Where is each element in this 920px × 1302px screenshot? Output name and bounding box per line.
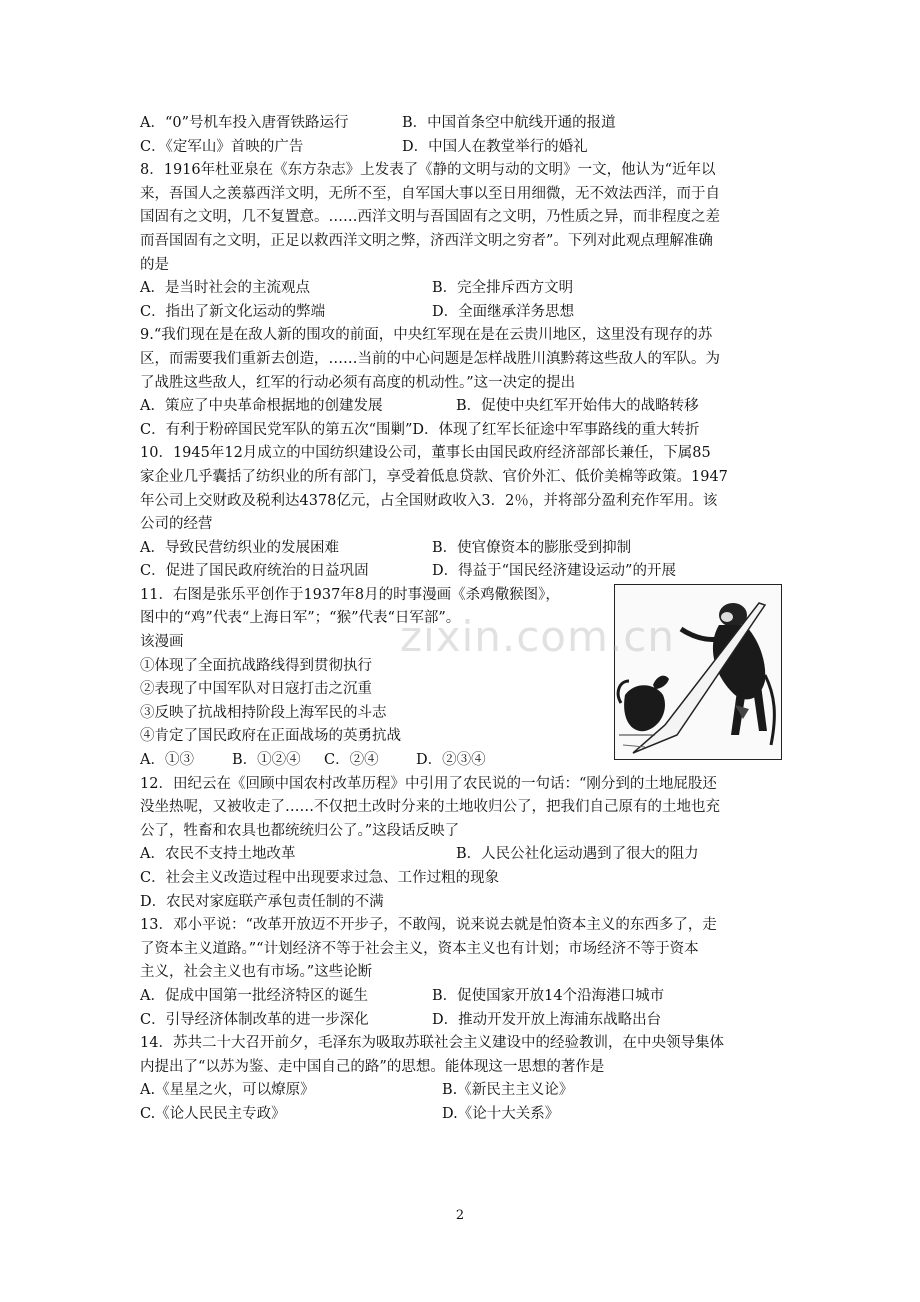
- q9-option-d: D．体现了红军长征途中军事路线的重大转折: [412, 421, 700, 438]
- q9-option-b: B．促使中央红军开始伟大的战略转移: [456, 398, 699, 415]
- q13-stem-line: 了资本主义道路。”“计划经济不等于社会主义，资本主义也有计划；市场经济不等于资本: [140, 940, 699, 957]
- q12-stem-line: 公了，牲畜和农具也都统统归公了。”这段话反映了: [140, 822, 460, 839]
- q14-stem-line: 内提出了“以苏为鉴、走中国自己的路”的思想。能体现这一思想的著作是: [140, 1058, 605, 1075]
- question-9: [140, 324, 780, 442]
- q8-stem-line: 8．1916年杜亚泉在《东方杂志》上发表了《静的文明与动的文明》一文，他认为“近年以: [140, 162, 716, 179]
- q9-stem-line: 9.“我们现在是在敌人新的围攻的前面，中央红军现在是在云贵川地区，这里没有现存的苏: [140, 327, 713, 344]
- q8-options-row-1: [140, 277, 780, 301]
- q10-stem-line: 家企业几乎囊括了纺织业的所有部门，享受着低息贷款、官价外汇、低价美棉等政策。1947: [140, 468, 728, 485]
- q13-option-c: C．引导经济体制改革的进一步深化: [140, 1011, 369, 1028]
- q13-option-b: B．促使国家开放14个沿海港口城市: [432, 987, 665, 1004]
- q12-stem-line: 12．田纪云在《回顾中国农村改革历程》中引用了农民说的一句话：“刚分到的土地屁股还: [140, 775, 717, 792]
- q12-options-row-1: [140, 843, 780, 867]
- q11-stem-line: 11．右图是张乐平创作于1937年8月的时事漫画《杀鸡儆猴图》，: [140, 586, 560, 603]
- question-12: [140, 773, 780, 915]
- cartoon-drawing: [615, 585, 781, 759]
- q13-option-a: A．促成中国第一批经济特区的诞生: [140, 987, 368, 1004]
- q7-options-row-2: [140, 136, 780, 160]
- q11-statement: ②表现了中国军队对日寇打击之沉重: [140, 681, 372, 698]
- q8-option-d: D．全面继承洋务思想: [432, 303, 575, 320]
- q9-option-a: A．策应了中央革命根据地的创建发展: [140, 398, 383, 415]
- q9-options-row-2: [140, 419, 780, 443]
- q11-option-b: B．①②④: [232, 752, 301, 769]
- q9-options-row-1: [140, 395, 780, 419]
- question-10: [140, 442, 780, 584]
- q13-stem-line: 13．邓小平说：“改革开放迈不开步子，不敢闯，说来说去就是怕资本主义的东西多了，走: [140, 917, 717, 934]
- q9-option-c: C．有利于粉碎国民党军队的第五次“围剿”: [140, 421, 413, 438]
- q12-option-a: A．农民不支持土地改革: [140, 846, 296, 863]
- q7-option-b: B．中国首条空中航线开通的报道: [402, 115, 616, 131]
- q8-option-b: B．完全排斥西方文明: [432, 280, 574, 297]
- q11-option-c: C．②④: [324, 752, 379, 769]
- q12-option-c: C．社会主义改造过程中出现要求过急、工作过粗的现象: [140, 870, 500, 886]
- q12-option-d: D．农民对家庭联产承包责任制的不满: [140, 893, 384, 910]
- q9-stem-line: 了战胜这些敌人，红军的行动必须有高度的机动性。”这一决定的提出: [140, 374, 576, 391]
- q7-options-row-1: [140, 112, 780, 136]
- q14-option-c: C.《论人民民主专政》: [140, 1105, 286, 1122]
- q8-stem-line: 而吾国固有之文明，正足以救西洋文明之弊，济西洋文明之穷者”。下列对此观点理解准确: [140, 232, 713, 249]
- q8-stem-line: 来，吾国人之羡慕西洋文明，无所不至，自军国大事以至日用细微，无不效法西洋，而于自: [140, 185, 720, 202]
- q14-option-a: A.《星星之火，可以燎原》: [140, 1082, 315, 1099]
- q7-option-a: A．“0”号机车投入唐胥铁路运行: [140, 115, 349, 131]
- page-number: 2: [455, 1208, 465, 1223]
- q14-stem-line: 14．苏共二十大召开前夕，毛泽东为吸取苏联社会主义建设中的经验教训，在中央领导集体: [140, 1035, 724, 1052]
- q13-option-d: D．推动开发开放上海浦东战略出台: [432, 1011, 662, 1028]
- q14-option-d: D.《论十大关系》: [442, 1105, 560, 1122]
- q10-stem-line: 年公司上交财政及税利达4378亿元，占全国财政收入3．2％，并将部分盈利充作军用。该: [140, 492, 718, 509]
- q10-option-d: D．得益于“国民经济建设运动”的开展: [432, 563, 676, 580]
- q10-option-b: B．使官僚资本的膨胀受到抑制: [432, 539, 632, 556]
- q14-option-b: B.《新民主主义论》: [442, 1082, 574, 1099]
- q7-option-d: D．中国人在教堂举行的婚礼: [402, 138, 588, 155]
- question-8: [140, 159, 780, 324]
- q12-option-b: B．人民公社化运动遇到了很大的阻力: [456, 846, 699, 863]
- q10-option-a: A．导致民营纺织业的发展困难: [140, 539, 339, 556]
- q8-option-a: A．是当时社会的主流观点: [140, 280, 310, 297]
- q11-option-d: D．②③④: [416, 752, 486, 769]
- q11-stem-line: 该漫画: [140, 634, 184, 651]
- q10-option-c: C．促进了国民政府统治的日益巩固: [140, 563, 369, 580]
- q8-stem-line: 的是: [140, 256, 169, 273]
- q13-stem-line: 主义，社会主义也有市场。”这些论断: [140, 964, 373, 981]
- q10-stem-line: 公司的经营: [140, 516, 213, 533]
- q14-options-row-2: [140, 1103, 780, 1127]
- q10-stem-line: 10．1945年12月成立的中国纺织建设公司，董事长由国民政府经济部部长兼任，下属85: [140, 445, 711, 462]
- q11-statement: ④肯定了国民政府在正面战场的英勇抗战: [140, 728, 401, 745]
- q11-statement: ③反映了抗战相持阶段上海军民的斗志: [140, 704, 387, 721]
- question-13: [140, 914, 780, 1032]
- cartoon-image: [614, 584, 782, 760]
- q10-options-row-1: [140, 537, 780, 561]
- q13-options-row-2: [140, 1009, 780, 1033]
- q8-options-row-2: [140, 301, 780, 325]
- q13-options-row-1: [140, 985, 780, 1009]
- q10-options-row-2: [140, 560, 780, 584]
- q7-option-c: C．《定军山》首映的广告: [140, 138, 304, 155]
- q11-stem-line: 图中的“鸡”代表“上海日军”；“猴”代表“日军部”。: [140, 610, 461, 627]
- q14-options-row-1: [140, 1079, 780, 1103]
- q8-option-c: C．指出了新文化运动的弊端: [140, 303, 326, 320]
- q11-statement: ①体现了全面抗战路线得到贯彻执行: [140, 657, 372, 674]
- q9-stem-line: 区，而需要我们重新去创造，……当前的中心问题是怎样战胜川滇黔蒋这些敌人的军队。为: [140, 350, 720, 367]
- watermark: zixin.com.cn: [400, 612, 675, 661]
- q12-stem-line: 没坐热呢，又被收走了……不仅把土改时分来的土地收归公了，把我们自己原有的土地也充: [140, 799, 720, 816]
- question-14: [140, 1032, 780, 1126]
- q11-option-a: A．①③: [140, 752, 194, 769]
- q8-stem-line: 国固有之文明，几不复置意。……西洋文明与吾国固有之文明，乃性质之异，而非程度之差: [140, 209, 720, 226]
